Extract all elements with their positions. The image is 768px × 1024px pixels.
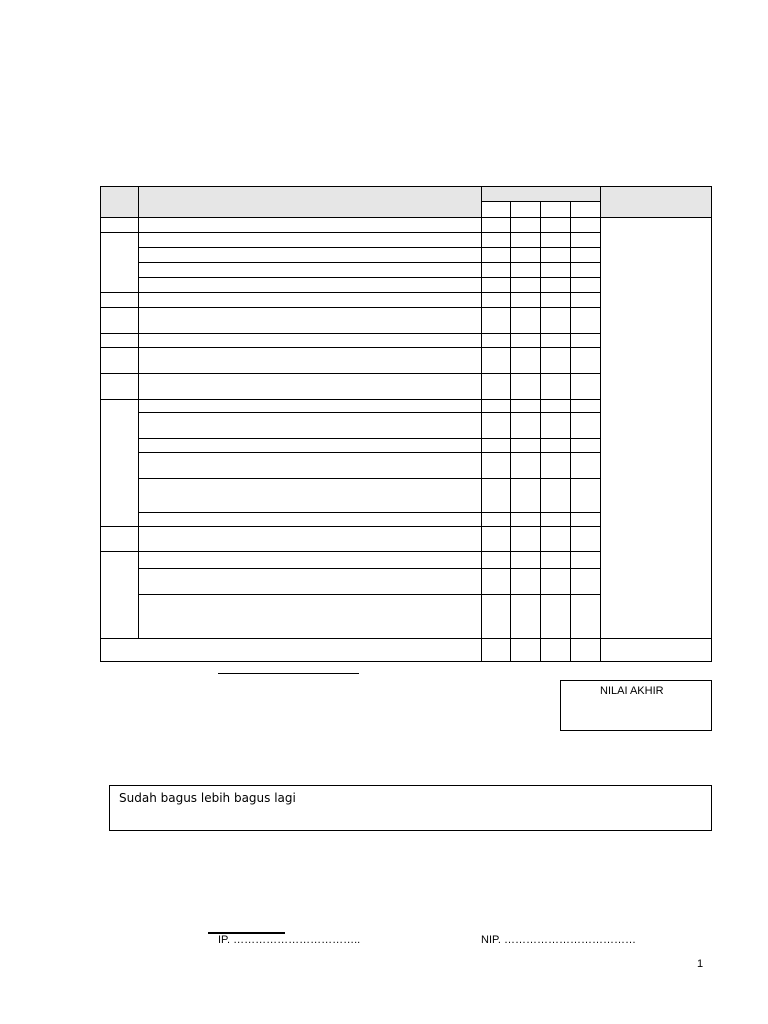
- col-line-score-2: [540, 201, 541, 662]
- header-bottom-line: [100, 217, 712, 218]
- col-line-score-4: [600, 186, 601, 662]
- subrow-line: [138, 478, 600, 479]
- page-number: 1: [697, 958, 704, 970]
- subrow-line: [138, 247, 600, 248]
- row-line: [100, 347, 600, 348]
- row-line: [100, 551, 600, 552]
- row-line: [100, 399, 600, 400]
- final-score-box: [560, 680, 712, 731]
- comment-box: [109, 785, 712, 831]
- subrow-line: [138, 277, 600, 278]
- row-line: [100, 232, 600, 233]
- table-border-top: [100, 186, 712, 187]
- table-border-bottom: [100, 661, 712, 662]
- subrow-line: [138, 594, 600, 595]
- row-line: [100, 373, 600, 374]
- row-line: [100, 333, 600, 334]
- row-line: [100, 526, 600, 527]
- col-line-score-3: [570, 201, 571, 662]
- subrow-line: [138, 262, 600, 263]
- table-border-left: [100, 186, 101, 662]
- header-score-subline: [481, 201, 601, 202]
- col-line-score-1: [510, 201, 511, 662]
- comment-text: Sudah bagus lebih bagus lagi: [119, 791, 296, 805]
- signature-right-id: NIP. ………………………………: [481, 934, 637, 946]
- subrow-line: [138, 438, 600, 439]
- subrow-line: [138, 452, 600, 453]
- row-line: [100, 292, 600, 293]
- signature-underline: [218, 673, 359, 674]
- total-row-line: [100, 638, 712, 639]
- col-line-aspect: [481, 186, 482, 662]
- subrow-line: [138, 512, 600, 513]
- header-cell-remarks: [601, 187, 711, 217]
- header-cell-no: [101, 187, 138, 217]
- subrow-line: [138, 412, 600, 413]
- signature-left-id: IP. ……………………………..: [218, 934, 361, 946]
- table-border-right: [711, 186, 712, 662]
- row-line: [100, 307, 600, 308]
- header-cell-aspect: [139, 187, 481, 217]
- header-cell-score-group: [482, 187, 600, 201]
- final-score-label: NILAI AKHIR: [600, 685, 664, 697]
- subrow-line: [138, 568, 600, 569]
